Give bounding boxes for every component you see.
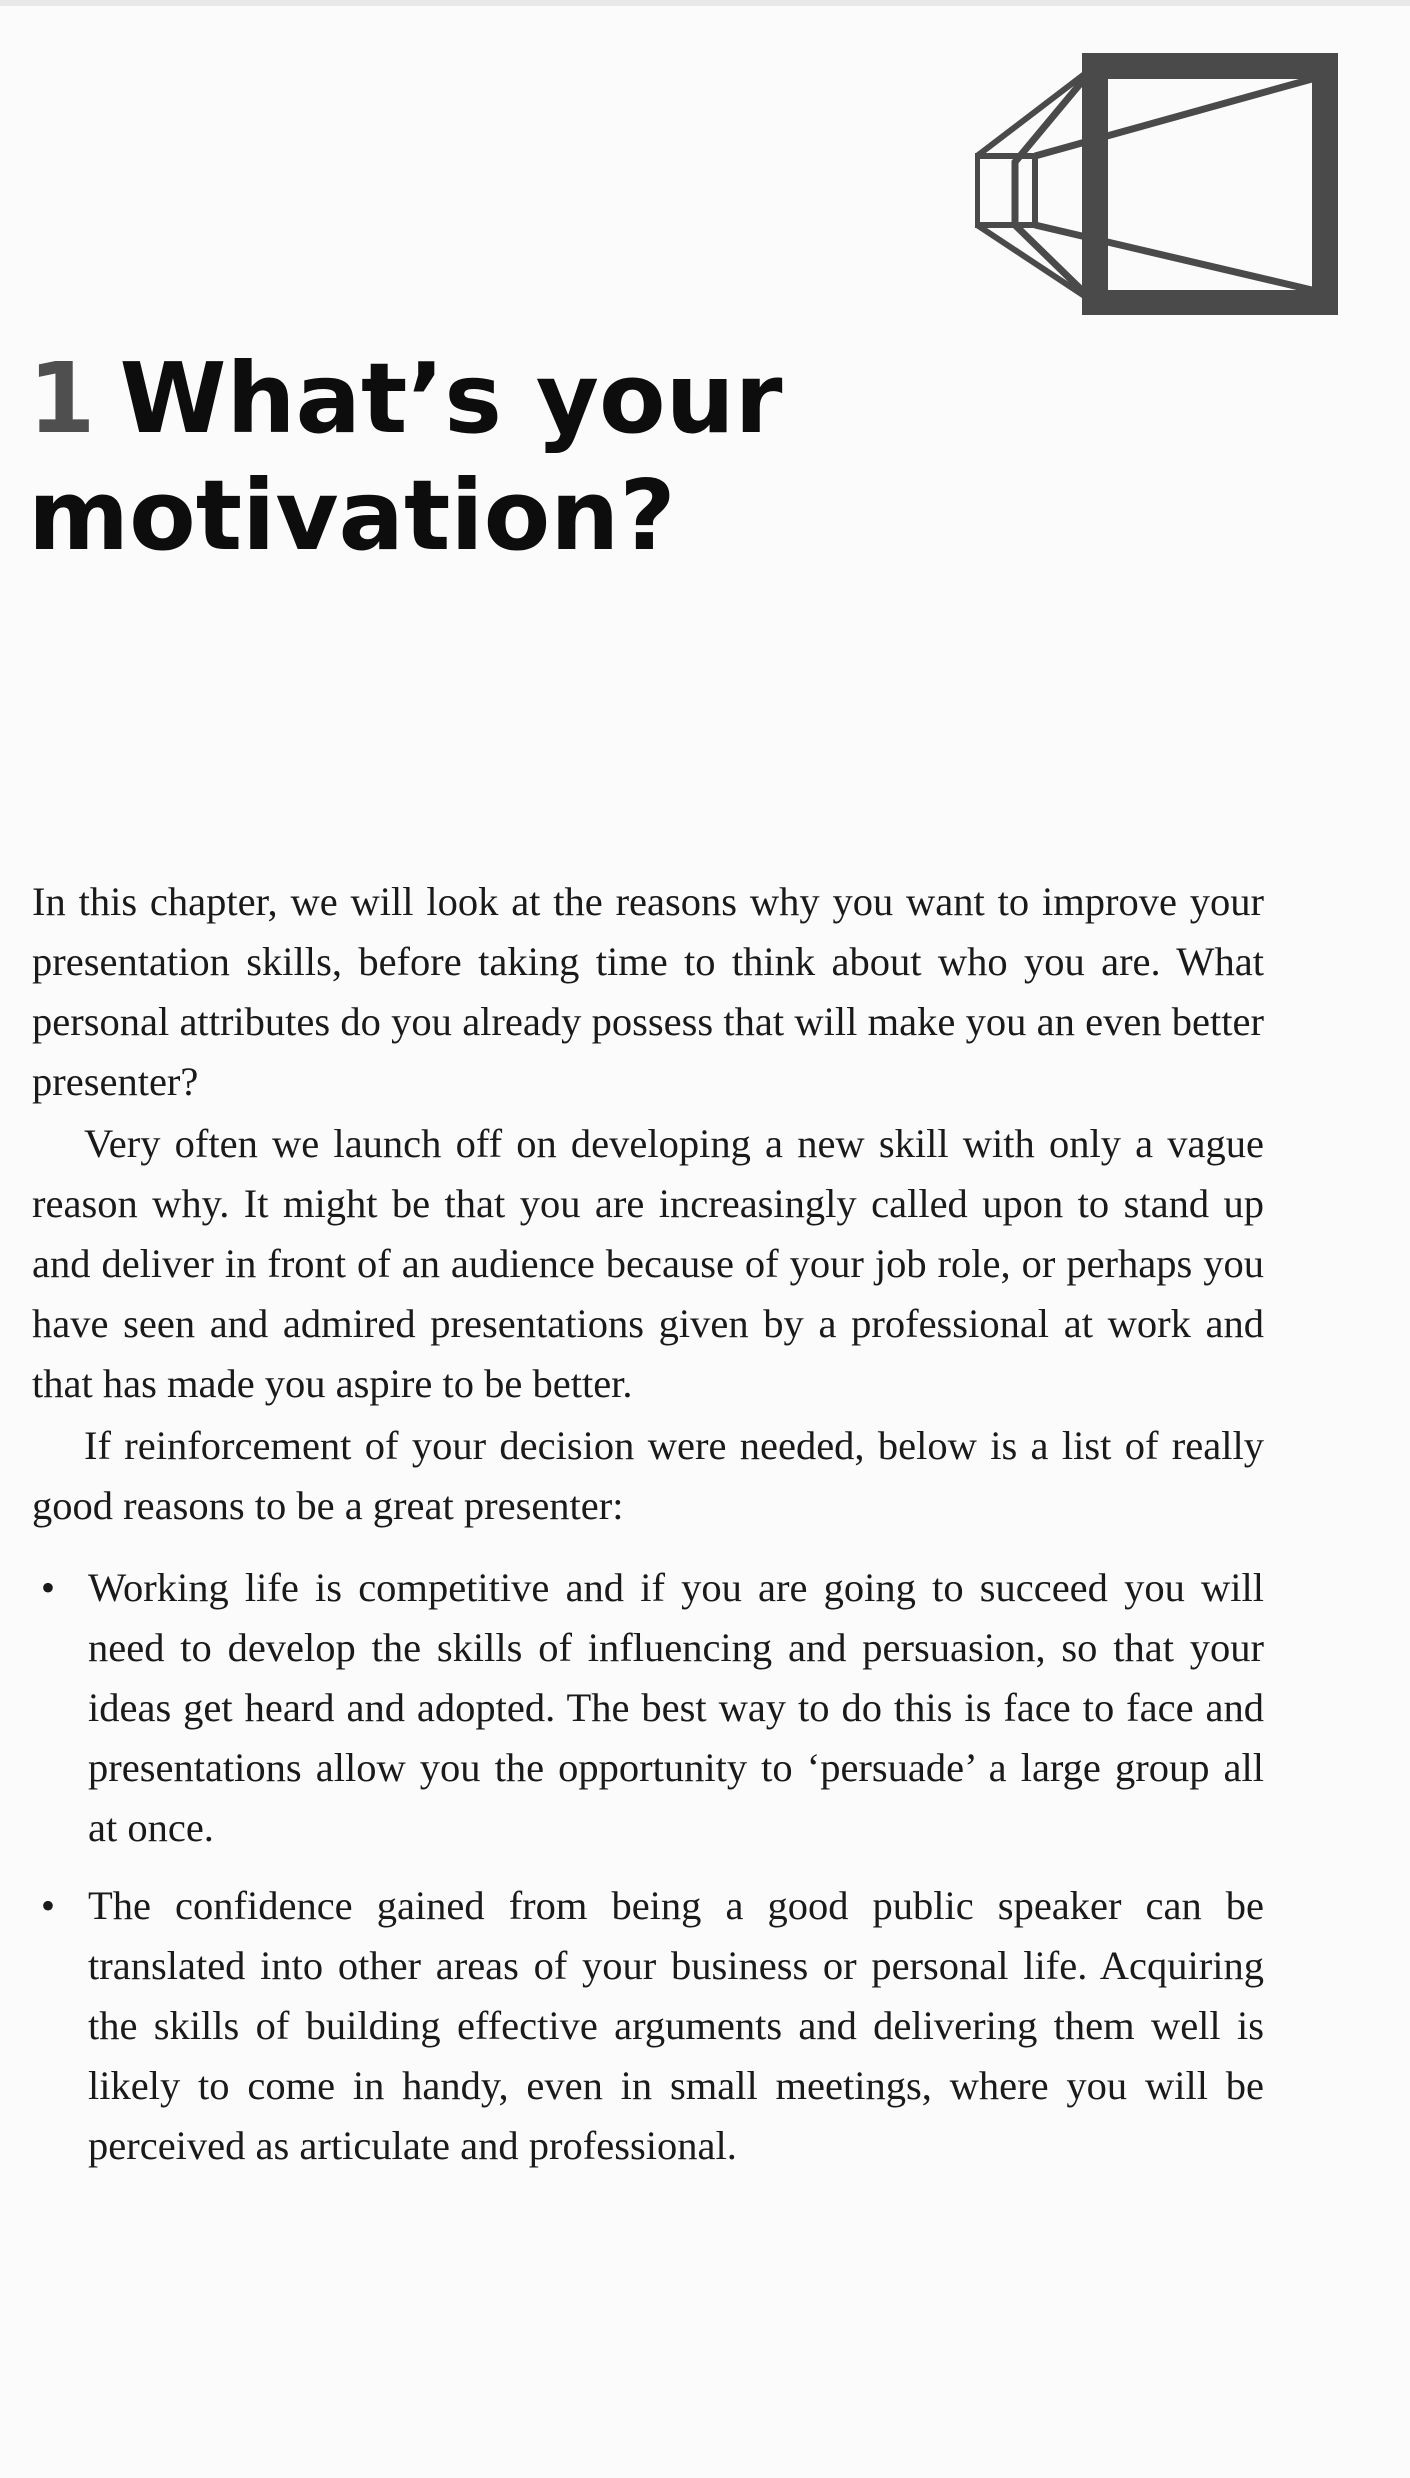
chapter-title-line-2: motivation?	[28, 459, 676, 572]
chapter-body	[32, 872, 1264, 2194]
paragraph-reasons: Very often we launch off on developing a new skill with only a vague reason why. It might be that you are increasingly called upon to stand up and deliver in front of an audience because of your job role, or perhaps you have seen and admired presentations given by a professional at work and that has made you aspire to be better.	[32, 1121, 1264, 1406]
reasons-list	[32, 1558, 1264, 2176]
bullet-icon: •	[40, 1883, 56, 1928]
list-item-text: Working life is competitive and if you are going to succeed you will need to develop the skills of influencing and persuasion, so that your ideas get heard and adopted. The best way to do this is face to face and presentations allow you the opportunity to ‘persuade’ a large group all at once.	[88, 1565, 1264, 1850]
paragraph-intro: In this chapter, we will look at the reasons why you want to improve your presentation skills, before taking time to think about who you are. What personal attributes do you already possess that will make you an even better presenter?	[32, 879, 1264, 1104]
chapter-title	[28, 340, 928, 574]
chapter-number: 1	[28, 342, 96, 455]
list-item-text: The confidence gained from being a good public speaker can be translated into other areas of your business or personal life. Acquiring the skills of building effective arguments and delivering them well is likely to come in handy, even in small meetings, where you will be perceived as articulate and professional.	[88, 1883, 1264, 2168]
list-item	[32, 1876, 1264, 2176]
list-item	[32, 1558, 1264, 1858]
chapter-title-line-1: What’s your	[119, 342, 783, 455]
page-top-edge	[0, 0, 1410, 6]
projector-screen-icon	[975, 50, 1345, 315]
bullet-icon: •	[40, 1565, 56, 1610]
paragraph-list-lead: If reinforcement of your decision were needed, below is a list of really good reasons to be a great presenter:	[32, 1423, 1264, 1528]
